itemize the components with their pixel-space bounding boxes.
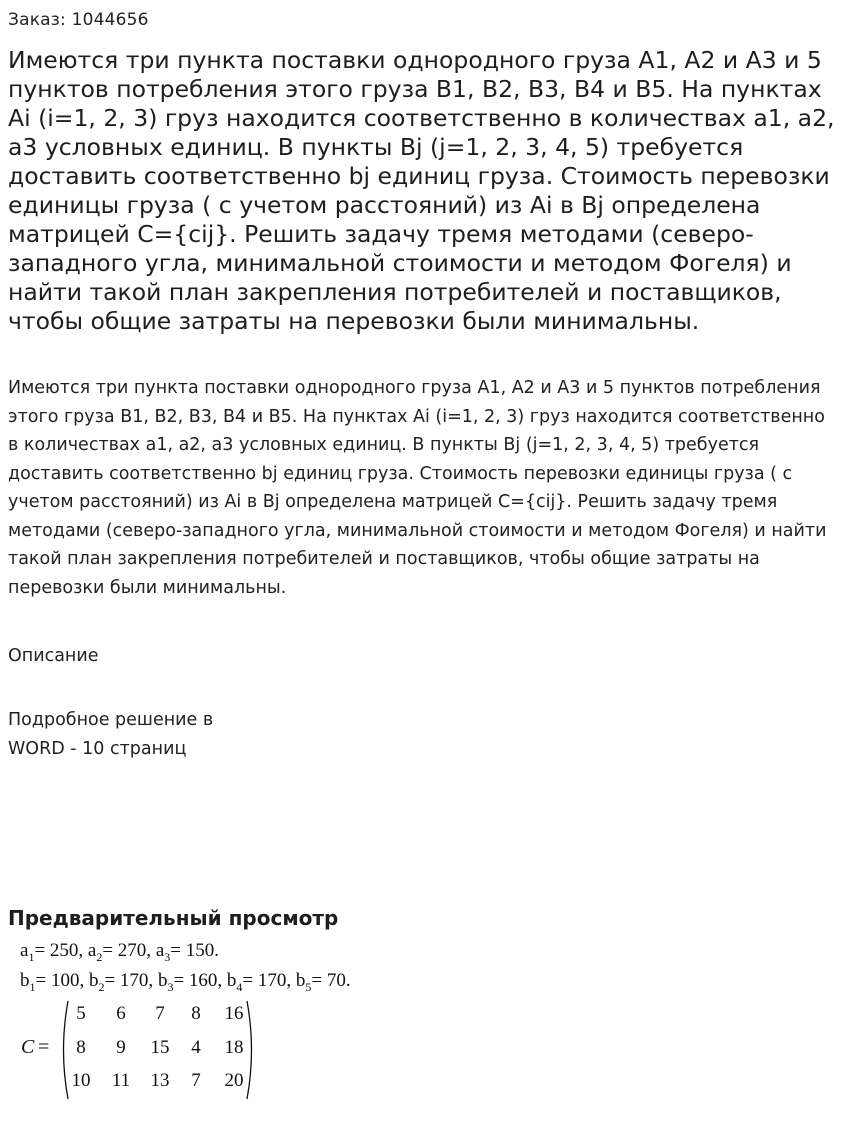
demand-values bbox=[20, 970, 351, 995]
demand-4: $b_4= 170$, bbox=[226, 970, 296, 994]
order-number: Заказ: 1044656 bbox=[8, 10, 149, 30]
demand-5: $b_5= 70$. bbox=[295, 970, 351, 994]
description-text bbox=[8, 706, 213, 763]
matrix-cell: 16 bbox=[224, 1003, 244, 1024]
matrix-cell: 18 bbox=[224, 1037, 244, 1058]
matrix-cell: 6 bbox=[116, 1003, 126, 1024]
matrix-equals: = bbox=[38, 1036, 50, 1058]
matrix-cell: 15 bbox=[150, 1037, 170, 1058]
matrix-cell: 13 bbox=[150, 1070, 170, 1091]
preview-heading: Предварительный просмотр bbox=[8, 906, 339, 930]
matrix-cell: 7 bbox=[155, 1003, 165, 1024]
supply-1: $a_1= 250$, bbox=[20, 940, 88, 964]
matrix-cell: 8 bbox=[191, 1003, 201, 1024]
matrix-cell: 8 bbox=[76, 1037, 86, 1058]
description-heading: Описание bbox=[8, 646, 99, 666]
demand-1: $b_1= 100$, bbox=[20, 970, 89, 994]
supply-values bbox=[20, 940, 219, 965]
demand-2: $b_2= 170$, bbox=[88, 970, 158, 994]
supply-3: $a_3= 150$. bbox=[155, 940, 219, 964]
matrix-cell: 7 bbox=[191, 1070, 201, 1091]
matrix-cell: 4 bbox=[191, 1037, 201, 1058]
matrix-cell: 11 bbox=[111, 1070, 131, 1091]
description-line: WORD - 10 страниц bbox=[8, 738, 187, 759]
matrix-cell: 9 bbox=[116, 1037, 126, 1058]
matrix-label: C bbox=[21, 1036, 35, 1058]
description-line: Подробное решение в bbox=[8, 710, 214, 730]
demand-3: $b_3= 160$, bbox=[157, 970, 227, 994]
matrix-cell: 5 bbox=[76, 1003, 86, 1024]
matrix-cell: 20 bbox=[224, 1070, 244, 1091]
task-title: Имеются три пункта поставки однородного груза А1, А2 и А3 и 5 пунктов потребления этого груза В1, В2, В3, В4 и В5. На пунктах Аi (i=1, 2, 3) груз находится соответственно в количествах а1, а2, а3 условных единиц. В пункты Вj (j=1, 2, 3, 4, 5) требуется доставить соответственно bj единиц груза. Стоимость перевозки единицы груза ( с учетом расстояний) из Ai в Bj определена матрицей С={cij}. Решить задачу тремя методами (северо-западного угла, минимальной стоимости и методом Фогеля) и найти такой план закрепления потребителей и поставщиков, чтобы общие затраты на перевозки были минимальны. bbox=[8, 46, 835, 335]
task-description: Имеются три пункта поставки однородного груза А1, А2 и А3 и 5 пунктов потребления этого груза В1, В2, В3, В4 и В5. На пунктах Аi (i=1, 2, 3) груз находится соответственно в количествах а1, а2, а3 условных единиц. В пункты Вj (j=1, 2, 3, 4, 5) требуется доставить соответственно bj единиц груза. Стоимость перевозки единицы груза ( с учетом расстояний) из Ai в Bj определена матрицей С={cij}. Решить задачу тремя методами (северо-западного угла, минимальной стоимости и методом Фогеля) и найти такой план закрепления потребителей и поставщиков, чтобы общие затраты на перевозки были минимальны. bbox=[8, 378, 827, 598]
supply-2: $a_2= 270$, bbox=[87, 940, 156, 964]
matrix-cell: 10 bbox=[71, 1070, 91, 1091]
cost-matrix bbox=[20, 998, 280, 1102]
